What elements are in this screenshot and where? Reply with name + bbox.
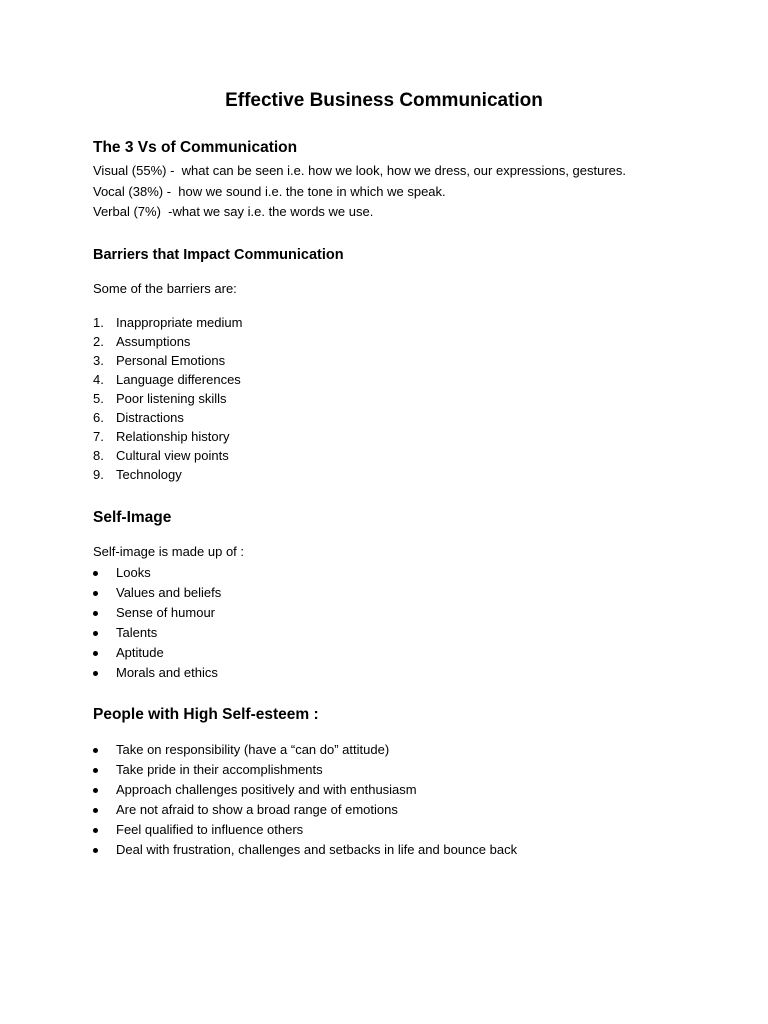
list-item-text: Values and beliefs: [116, 585, 222, 600]
list-number: 5.: [93, 391, 104, 406]
list-item-text: Talents: [116, 625, 158, 640]
list-item-text: Feel qualified to influence others: [116, 822, 304, 837]
list-item-text: Cultural view points: [116, 448, 229, 463]
bullet-icon: [93, 768, 98, 773]
bullet-icon: [93, 828, 98, 833]
list-number: 1.: [93, 315, 104, 330]
list-item-text: Sense of humour: [116, 605, 216, 620]
list-item-text: Inappropriate medium: [116, 315, 243, 330]
list-number: 2.: [93, 334, 104, 349]
list-item-text: Personal Emotions: [116, 353, 226, 368]
list-item: [93, 408, 242, 427]
three-vs-vocal-line: Vocal (38%) - how we sound i.e. the tone in which we speak.: [93, 184, 446, 199]
list-item: [93, 740, 517, 760]
list-item-text: Are not afraid to show a broad range of emotions: [116, 802, 398, 817]
list-item: [93, 643, 221, 663]
list-number: 9.: [93, 467, 104, 482]
list-item-text: Aptitude: [116, 645, 164, 660]
list-item-text: Take on responsibility (have a “can do” attitude): [116, 742, 390, 757]
list-item: [93, 603, 221, 623]
list-item-text: Approach challenges positively and with enthusiasm: [116, 782, 417, 797]
list-number: 7.: [93, 429, 104, 444]
list-item: [93, 760, 517, 780]
self-image-heading: Self-Image: [93, 509, 172, 526]
bullet-icon: [93, 671, 98, 676]
bullet-icon: [93, 848, 98, 853]
list-item-text: Morals and ethics: [116, 665, 218, 680]
list-item: [93, 370, 242, 389]
list-item: [93, 446, 242, 465]
bullet-icon: [93, 611, 98, 616]
list-number: 8.: [93, 448, 104, 463]
list-item: [93, 313, 242, 332]
list-item: [93, 663, 221, 683]
list-item-text: Take pride in their accomplishments: [116, 762, 323, 777]
barriers-heading: Barriers that Impact Communication: [93, 247, 344, 263]
list-item-text: Looks: [116, 565, 151, 580]
list-item: [93, 563, 221, 583]
list-item: [93, 780, 517, 800]
list-number: 3.: [93, 353, 104, 368]
self-image-intro: Self-image is made up of :: [93, 544, 245, 559]
list-item: [93, 332, 242, 351]
list-item-text: Language differences: [116, 372, 241, 387]
list-item-text: Assumptions: [116, 334, 191, 349]
list-item-text: Poor listening skills: [116, 391, 227, 406]
list-number: 6.: [93, 410, 104, 425]
list-item: [93, 583, 221, 603]
list-item: [93, 427, 242, 446]
list-item-text: Technology: [116, 467, 182, 482]
bullet-icon: [93, 651, 98, 656]
bullet-icon: [93, 631, 98, 636]
bullet-icon: [93, 788, 98, 793]
barriers-list: [93, 313, 242, 484]
list-item: [93, 351, 242, 370]
bullet-icon: [93, 571, 98, 576]
self-image-list: [93, 563, 221, 683]
bullet-icon: [93, 808, 98, 813]
three-vs-visual-line: Visual (55%) - what can be seen i.e. how we look, how we dress, our expressions, gestures.: [93, 163, 627, 178]
list-item: [93, 465, 242, 484]
high-self-esteem-heading: People with High Self-esteem :: [93, 706, 319, 723]
list-item: [93, 820, 517, 840]
bullet-icon: [93, 591, 98, 596]
bullet-icon: [93, 748, 98, 753]
document-title: Effective Business Communication: [225, 90, 543, 111]
list-item: [93, 800, 517, 820]
list-item-text: Deal with frustration, challenges and setbacks in life and bounce back: [116, 842, 518, 857]
list-number: 4.: [93, 372, 104, 387]
list-item: [93, 389, 242, 408]
list-item: [93, 840, 517, 860]
list-item-text: Relationship history: [116, 429, 230, 444]
list-item: [93, 623, 221, 643]
three-vs-heading: The 3 Vs of Communication: [93, 139, 298, 156]
barriers-intro: Some of the barriers are:: [93, 281, 237, 296]
three-vs-verbal-line: Verbal (7%) -what we say i.e. the words we use.: [93, 204, 374, 219]
high-self-esteem-list: [93, 740, 517, 860]
list-item-text: Distractions: [116, 410, 184, 425]
